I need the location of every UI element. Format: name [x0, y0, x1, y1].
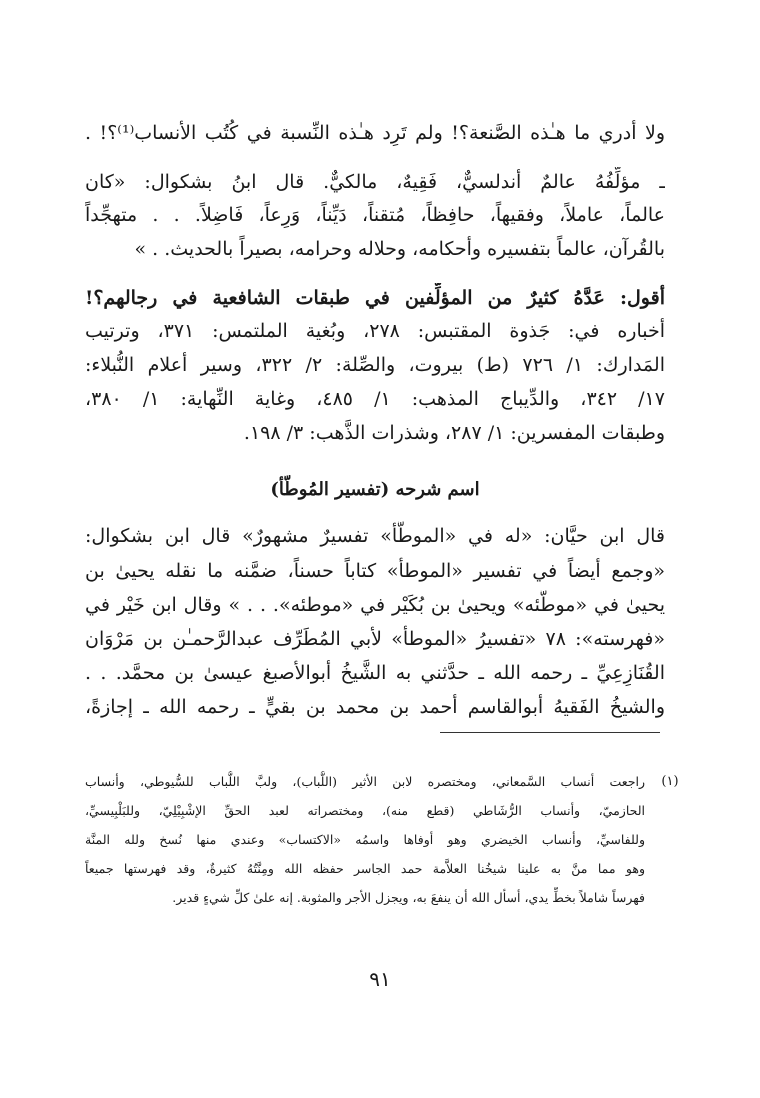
section-line: قال ابن حيَّان: «له في «الموطَّأ» تفسيرٌ مشهورٌ» قال ابن بشكوال: [85, 525, 665, 547]
sources-line: أخباره في: جَذوة المقتبس: ٢٧٨، وبُغية الملتمس: ٣٧١، وترتيب [85, 320, 665, 342]
footnote-separator [440, 732, 660, 733]
sources-line: وطبقات المفسرين: ١/ ٢٨٧، وشذرات الذَّهب: ٣/ ١٩٨. [243, 422, 665, 444]
footnote-line: راجعت أنساب السَّمعاني، ومختصره لابن الأثير (اللُّباب)، ولبَّ اللُّباب للسُّيوطي، وأنساب [85, 774, 645, 789]
body-line: ـ مؤلِّفُهُ عالمٌ أندلسيٌّ، فَقِيهٌ، مالكيٌّ. قال ابنُ بشكوال: «كان [85, 171, 665, 193]
section-heading: اسم شرحه (تفسير المُوطَّأ) [270, 479, 480, 500]
sources-line: المَدارك: ١/ ٧٢٦ (ط) بيروت، والصِّلة: ٢/ ٣٢٢، وسير أعلام النُّبلاء: [85, 354, 665, 376]
footnote-line: الحازميّ، وأنساب الرُّشَاطي (قطع منه)، ومختصراته لعبد الحقِّ الإشْبِيْلِيّ، وللبَلْبِيسيِّ، [85, 803, 645, 818]
footnote-line: وهو مما منَّ به علينا شيخُنا العلاَّمة حمد الجاسر حفظه الله ومِنَّتُهُ كثيرةٌ، وقد فهرستها جميعاً [85, 861, 645, 876]
section-line: القُنَازِعِيِّ ـ رحمه الله ـ حدَّثني به الشَّيخُ أبوالأصبغ عيسىٰ بن محمَّد. . . [85, 662, 665, 684]
body-line: عالماً، عاملاً، وفقيهاً، حافِظاً، مُتقناً، دَيِّناً، وَرِعاً، فَاضِلاً. . . متهجِّداً [85, 204, 665, 226]
footnote-line: فهرساً شاملاً بخطِّ يدي، أسأل الله أن ينفعَ به، ويجزل الأجر والمثوبة. إنه علىٰ كلِّ شيءٍ قدير. [172, 890, 645, 905]
section-line: والشيخُ الفَقيهُ أبوالقاسم أحمد بن محمد بن بقيٍّ ـ رحمه الله ـ إجازةً، [85, 696, 665, 718]
sources-line: ١٧/ ٣٤٢، والدِّيباج المذهب: ١/ ٤٨٥، وغاية النِّهاية: ١/ ٣٨٠، [85, 388, 665, 410]
footnote-line: وللفاسيِّ، وأنساب الخيضري وهو أوفاها واسمُه «الاكتساب» وعندي منها نُسخ ولله المنَّة [85, 832, 645, 847]
page-number: ٩١ [369, 967, 391, 991]
section-line: يحيىٰ في «موطَّئه» ويحيىٰ بن بُكَيْر في «موطئه». . . » وقال ابن خَيْر في [85, 594, 665, 616]
aqool-line: أقول: عَدَّهُ كثيرٌ من المؤلِّفين في طبقات الشافعية في رجالهم؟! [85, 287, 665, 309]
body-line: بالقُرآن، عالماً بتفسيره وأحكامه، وحلاله وحرامه، بصيراً بالحديث. . » [134, 238, 665, 260]
body-line: ولا أدري ما هـٰذه الصَّنعة؟! ولم تَرِد هـٰذه النِّسبة في كُتُب الأنساب⁽¹⁾؟! . [85, 122, 665, 144]
footnote-number: (١) [661, 774, 679, 789]
section-line: «فهرسته»: ٧٨ «تفسيرُ «الموطأ» لأبي المُطَرِّف عبدالرَّحمـٰن بن مَرْوَان [85, 628, 665, 650]
section-line: «وجمع أيضاً في تفسير «الموطأ» كتاباً حسناً، ضمَّنه ما نقله يحيىٰ بن [85, 560, 665, 582]
